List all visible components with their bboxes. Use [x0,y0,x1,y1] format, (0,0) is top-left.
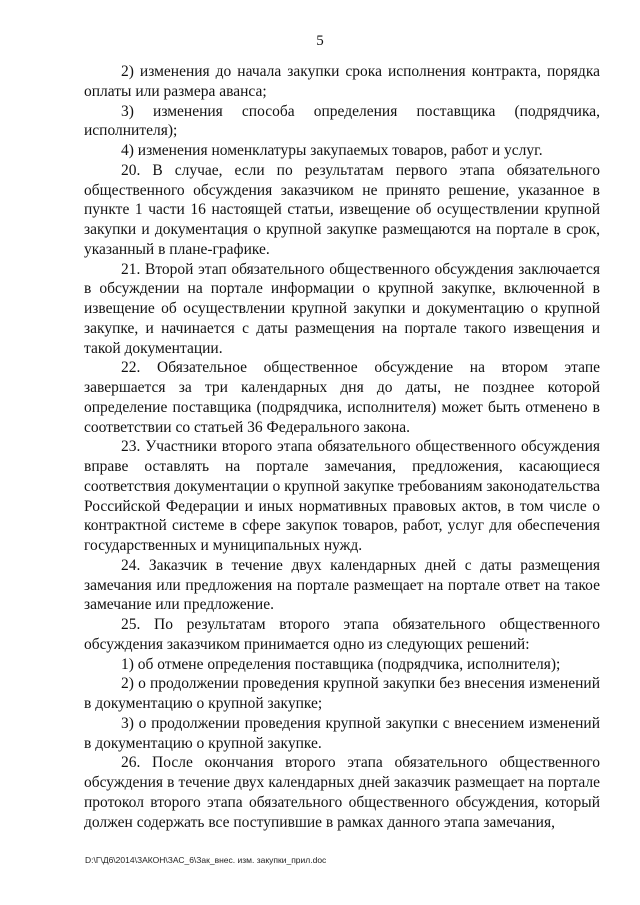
paragraph-20: 20. В случае, если по результатам первого этапа обязательного общественного обсуждения заказчиком не принято решение, указанное в пункте 1 части 16 настоящей статьи, извещение об осуществлении крупной закупки и документация о крупной закупке размещаются на портале в срок, указанный в плане-графике. [84,161,600,258]
paragraph-25: 25. По результатам второго этапа обязательного общественного обсуждения заказчиком принимается одно из следующих решений: [84,616,600,653]
paragraph-item-3: 3) изменения способа определения поставщика (подрядчика, исполнителя); [84,102,600,140]
page-number: 5 [316,33,324,49]
footer-file-path: D:\Г\Д6\2014\ЗАКОН\ЗАС_6\Зак_внес. изм. закупки_прил.doc [85,855,327,865]
paragraph-item-4: 4) изменения номенклатуры закупаемых товаров, работ и услуг. [121,142,543,159]
document-body [84,62,600,832]
paragraph-25-item-1: 1) об отмене определения поставщика (подрядчика, исполнителя); [121,655,561,673]
paragraph-21: 21. Второй этап обязательного общественного обсуждения заключается в обсуждении на портале информации о крупной закупке, включенной в извещение об осуществлении крупной закупки и документацию о крупной закупке, и начинается с даты размещения на портале такого извещения и такой документации. [84,260,600,357]
paragraph-23: 23. Участники второго этапа обязательного общественного обсуждения вправе оставлять на портале замечания, предложения, касающиеся соответствия документации о крупной закупке требованиям законодательства Российской Федерации и иных нормативных правовых актов, в том числе о контрактной системе в сфере закупок товаров, работ, услуг для обеспечения государственных и муниципальных нужд. [84,438,600,554]
paragraph-item-2: 2) изменения до начала закупки срока исполнения контракта, порядка оплаты или размера аванса; [84,63,600,100]
paragraph-22: 22. Обязательное общественное обсуждение на втором этапе завершается за три календарных дня до даты, не позднее которой определение поставщика (подрядчика, исполнителя) может быть отменено в соответствии со статьей 36 Федерального закона. [84,359,600,436]
paragraph-25-item-3: 3) о продолжении проведения крупной закупки с внесением изменений в документацию о крупной закупке. [84,714,600,752]
paragraph-24: 24. Заказчик в течение двух календарных дней с даты размещения замечания или предложения на портале размещает на портале ответ на такое замечание или предложение. [84,556,600,614]
paragraph-25-item-2: 2) о продолжении проведения крупной закупки без внесения изменений в документацию о крупной закупке; [84,675,600,712]
paragraph-26: 26. После окончания второго этапа обязательного общественного обсуждения в течение двух календарных дней заказчик размещает на портале протокол второго этапа обязательного общественного обсуждения, который должен содержать все поступившие в рамках данного этапа замечания, [84,754,600,831]
